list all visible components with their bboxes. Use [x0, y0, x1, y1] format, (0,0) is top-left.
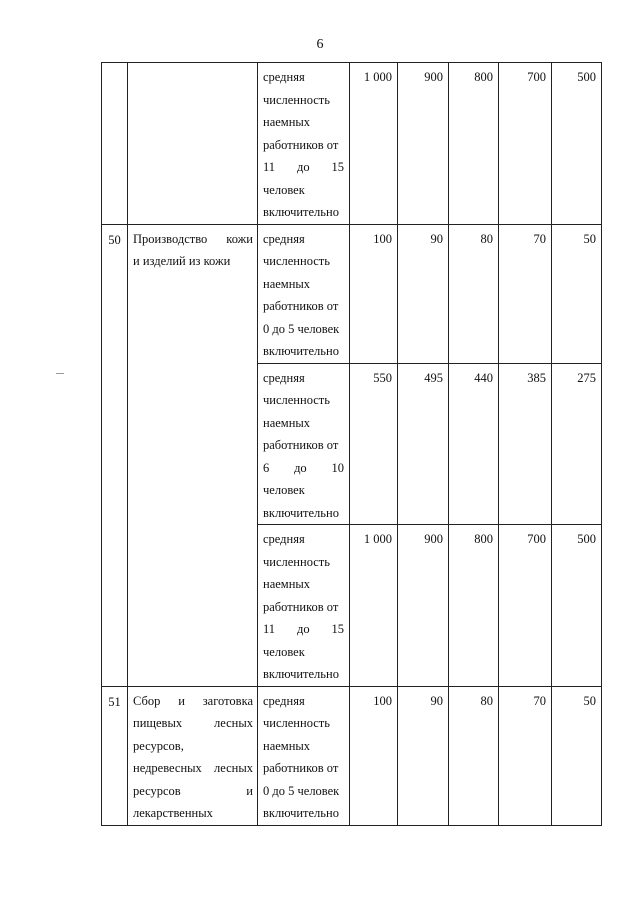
table-row [102, 224, 602, 363]
condition-word: 15 [331, 160, 344, 174]
value-cell: 70 [499, 224, 552, 363]
value-cell: 70 [499, 686, 552, 825]
activity-name-line: пищевых лесных [133, 716, 253, 730]
condition-line: средняя [263, 693, 305, 708]
margin-mark [56, 373, 64, 374]
activity-name-line: ресурсов и [133, 783, 253, 798]
table-row [102, 63, 602, 225]
value-cell: 700 [499, 525, 552, 687]
condition-line: работников от [263, 761, 339, 775]
condition-line: численность [263, 716, 330, 730]
row-number-cell [102, 63, 128, 225]
condition-line: наемных [263, 276, 311, 291]
condition-line: средняя [263, 231, 305, 246]
value-cell: 50 [552, 224, 602, 363]
condition-line: включительно [263, 806, 339, 820]
condition-cell [258, 363, 350, 525]
value-cell: 900 [398, 525, 449, 687]
value-cell: 1 000 [350, 63, 398, 225]
activity-name-line: и изделий из кожи [133, 254, 231, 268]
condition-line: работников от [263, 137, 339, 152]
condition-word: 6 [263, 460, 270, 475]
value-cell: 100 [350, 686, 398, 825]
data-table [101, 62, 602, 826]
value-cell: 1 000 [350, 525, 398, 687]
condition-word: 11 [263, 160, 276, 174]
page-number: 6 [316, 37, 324, 52]
value-cell: 90 [398, 224, 449, 363]
condition-line: человек [263, 483, 305, 497]
condition-word: 15 [331, 622, 344, 636]
condition-line: работников от [263, 599, 339, 614]
condition-line: работников от [263, 438, 339, 452]
condition-line: средняя [263, 532, 305, 546]
condition-word: до [296, 160, 310, 174]
condition-cell [258, 63, 350, 225]
condition-line: включительно [263, 667, 339, 681]
condition-cell [258, 525, 350, 687]
condition-line: 0 до 5 человек [263, 783, 340, 798]
condition-line: средняя [263, 370, 305, 385]
value-cell: 900 [398, 63, 449, 225]
value-cell: 800 [449, 525, 499, 687]
condition-line: человек [263, 644, 305, 659]
value-cell: 495 [398, 363, 449, 525]
value-cell: 550 [350, 363, 398, 525]
value-cell: 440 [449, 363, 499, 525]
condition-line [263, 457, 346, 480]
condition-line: работников от [263, 299, 339, 313]
activity-name-cell [128, 686, 258, 825]
condition-word: до [294, 460, 307, 475]
value-cell: 500 [552, 525, 602, 687]
condition-line: наемных [263, 577, 311, 591]
condition-line: численность [263, 393, 330, 407]
condition-line: включительно [263, 505, 339, 520]
condition-word: до [296, 622, 310, 636]
condition-line: наемных [263, 115, 311, 129]
activity-name-line: ресурсов, [133, 738, 184, 753]
value-cell: 800 [449, 63, 499, 225]
condition-line: 0 до 5 человек [263, 321, 340, 336]
row-number-cell: 51 [102, 686, 128, 825]
condition-line: средняя [263, 70, 305, 84]
value-cell: 90 [398, 686, 449, 825]
value-cell: 100 [350, 224, 398, 363]
condition-line [263, 156, 346, 179]
condition-line [263, 618, 346, 641]
row-number-cell: 50 [102, 224, 128, 686]
activity-name-cell [128, 63, 258, 225]
activity-name-line: Сбор и заготовка [133, 693, 253, 708]
condition-cell [258, 686, 350, 825]
condition-line: включительно [263, 344, 339, 358]
value-cell: 385 [499, 363, 552, 525]
activity-name-line: лекарственных [133, 806, 213, 820]
value-cell: 50 [552, 686, 602, 825]
condition-word: 11 [263, 622, 276, 636]
condition-word: 10 [331, 460, 344, 475]
condition-line: человек [263, 182, 305, 197]
table-row [102, 686, 602, 825]
value-cell: 80 [449, 686, 499, 825]
value-cell: 275 [552, 363, 602, 525]
condition-line: наемных [263, 415, 311, 430]
value-cell: 500 [552, 63, 602, 225]
condition-line: численность [263, 254, 330, 268]
condition-line: численность [263, 554, 330, 569]
condition-line: наемных [263, 738, 311, 753]
activity-name-line: Производство кожи [133, 231, 253, 246]
activity-name-cell [128, 224, 258, 686]
value-cell: 80 [449, 224, 499, 363]
condition-cell [258, 224, 350, 363]
condition-line: численность [263, 92, 330, 107]
condition-line: включительно [263, 205, 339, 219]
activity-name-line: недревесных лесных [133, 761, 253, 775]
value-cell: 700 [499, 63, 552, 225]
